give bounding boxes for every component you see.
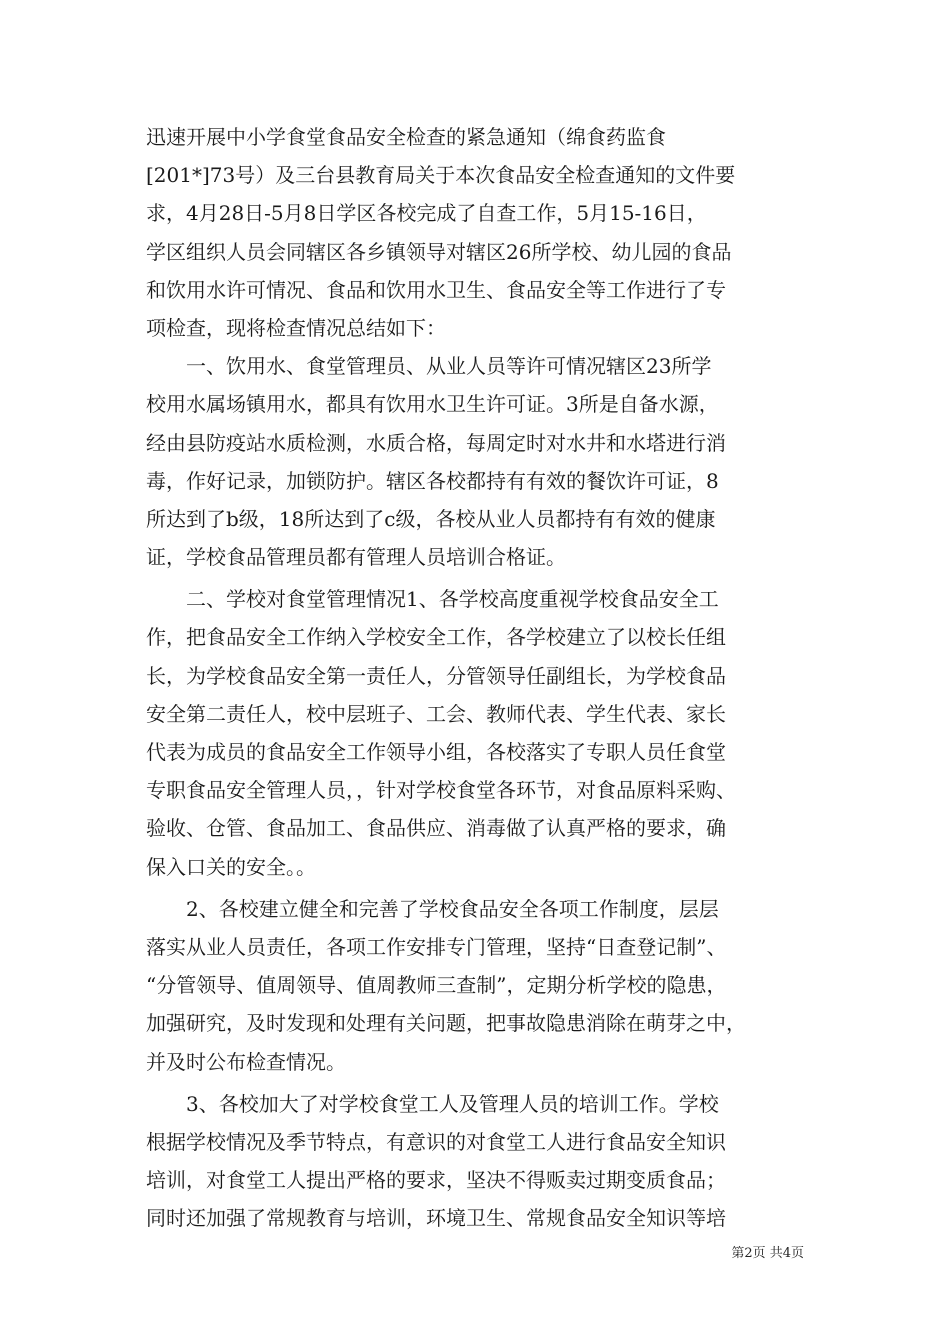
text-line: 落实从业人员责任，各项工作安排专门管理，坚持“日查登记制”、 [146, 934, 727, 959]
text-line: “分管领导、值周领导、值周教师三查制”，定期分析学校的隐患， [146, 973, 727, 998]
text-line: 同时还加强了常规教育与培训，环境卫生、常规食品安全知识等培 [146, 1206, 726, 1231]
text-line: 验收、仓管、食品加工、食品供应、消毒做了认真严格的要求，确 [146, 816, 726, 841]
text-line: 作，把食品安全工作纳入学校安全工作，各学校建立了以校长任组 [146, 625, 726, 650]
text-line: 安全第二责任人，校中层班子、工会、教师代表、学生代表、家长 [146, 701, 726, 726]
text-line: 根据学校情况及季节特点，有意识的对食堂工人进行食品安全知识 [146, 1129, 726, 1154]
text-line: 经由县防疫站水质检测，水质合格，每周定时对水井和水塔进行消 [146, 430, 726, 455]
text-line: 所达到了b级，18所达到了c级，各校从业人员都持有有效的健康 [146, 506, 716, 531]
text-line: [201*]73号）及三台县教育局关于本次食品安全检查通知的文件要 [146, 163, 736, 188]
text-line: 并及时公布检查情况。 [146, 1049, 346, 1074]
text-line: 和饮用水许可情况、食品和饮用水卫生、食品安全等工作进行了专 [146, 277, 726, 302]
text-line: 长，为学校食品安全第一责任人，分管领导任副组长，为学校食品 [146, 663, 726, 688]
text-line: 培训，对食堂工人提出严格的要求，坚决不得贩卖过期变质食品； [146, 1168, 726, 1193]
text-line: 专职食品安全管理人员，，针对学校食堂各环节，对食品原料采购、 [146, 778, 736, 803]
text-line: 代表为成员的食品安全工作领导小组，各校落实了专职人员任食堂 [146, 740, 726, 764]
text-line: 2、各校建立健全和完善了学校食品安全各项工作制度，层层 [146, 896, 719, 921]
text-line: 一、饮用水、食堂管理员、从业人员等许可情况辖区23所学 [146, 354, 712, 379]
text-line: 二、学校对食堂管理情况1、各学校高度重视学校食品安全工 [146, 587, 719, 612]
text-line: 证，学校食品管理员都有管理人员培训合格证。 [146, 545, 566, 570]
text-line: 3、各校加大了对学校食堂工人及管理人员的培训工作。学校 [146, 1091, 719, 1116]
body-text [146, 118, 810, 1237]
text-line: 求，4月28日-5月8日学区各校完成了自查工作，5月15-16日， [146, 201, 707, 226]
page-number: 第2页 共4页 [731, 1246, 804, 1261]
text-line: 校用水属场镇用水，都具有饮用水卫生许可证。3所是自备水源， [146, 392, 719, 417]
text-line: 迅速开展中小学食堂食品安全检查的紧急通知（绵食药监食 [146, 125, 666, 149]
text-line: 学区组织人员会同辖区各乡镇领导对辖区26所学校、幼儿园的食品 [146, 239, 732, 264]
text-line: 保入口关的安全。。 [146, 854, 316, 879]
text-line: 加强研究，及时发现和处理有关问题，把事故隐患消除在萌芽之中， [146, 1011, 746, 1036]
text-line: 项检查，现将检查情况总结如下： [146, 315, 446, 340]
text-line: 毒，作好记录，加锁防护。辖区各校都持有有效的餐饮许可证，8 [146, 468, 719, 493]
